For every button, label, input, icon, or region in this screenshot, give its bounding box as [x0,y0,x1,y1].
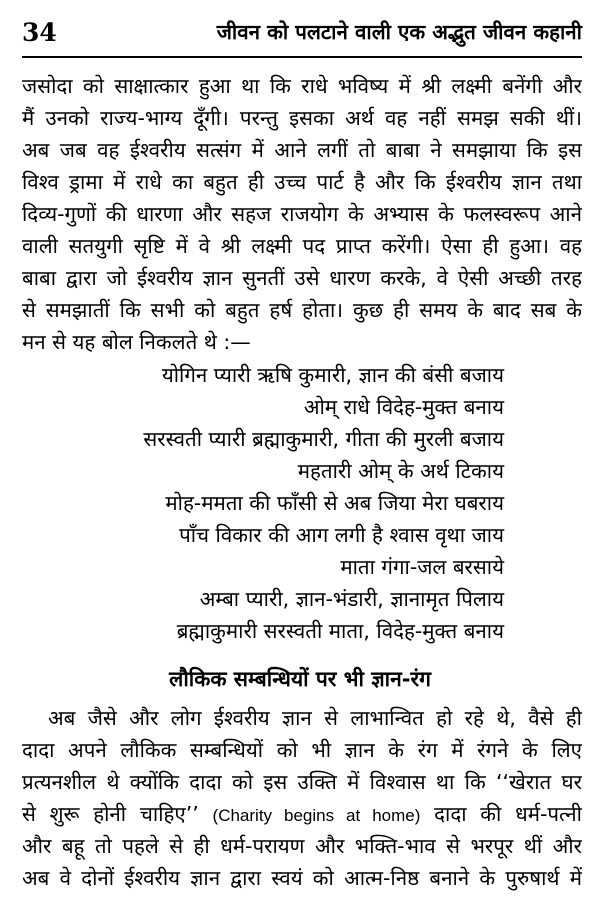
poem-line: अम्बा प्यारी, ज्ञान-भंडारी, ज्ञानामृत पिलाय [199,587,504,611]
text-line: प्रत्यनशील थे क्योंकि दादा को इस उक्ति में विश्वास था कि ‘‘खेरात घर [22,770,582,794]
text-segment: दादा की धर्म-पत्नी [434,802,582,826]
running-title: जीवन को पलटाने वाली एक अद्भुत जीवन कहानी [216,20,582,44]
poem-line: ओम् राधे विदेह-मुक्त बनाय [303,395,504,419]
header-rule [22,56,582,58]
poem-line: महतारी ओम् के अर्थ टिकाय [297,459,504,483]
poem-line: माता गंगा-जल बरसाये [340,555,504,579]
text-line: और बहू तो पहले से ही धर्म-परायण और भक्ति-भाव से भरपूर थीं और [22,834,582,858]
text-line: अब जैसे और लोग ईश्वरीय ज्ञान से लाभान्वित हो रहे थे, वैसे ही [48,706,582,730]
text-line: जसोदा को साक्षात्कार हुआ था कि राधे भविष्य में श्री लक्ष्मी बनेंगी और [22,74,582,98]
poem-block [143,359,504,647]
section-heading: लौकिक सम्बन्धियों पर भी ज्ञान-रंग [169,667,431,691]
paragraph-1 [22,70,582,358]
text-line: मन से यह बोल निकलते थे :— [22,330,251,354]
page-header [22,16,582,56]
text-line: से समझातीं कि सभी को बहुत हर्ष होता। कुछ ही समय के बाद सब के [22,298,582,322]
paragraph-2 [22,702,582,894]
english-phrase: (Charity begins at home) [212,806,421,825]
poem-line: मोह-ममता की फाँसी से अब जिया मेरा घबराय [165,491,504,515]
text-line: बाबा द्वारा जो ईश्वरीय ज्ञान सुनतीं उसे धारण करके, वे ऐसी अच्छी तरह [22,266,582,290]
text-line: अब जब वह ईश्वरीय सत्संग में आने लगीं तो बाबा ने समझाया कि इस [22,138,582,162]
text-line: दादा अपने लौकिक सम्बन्धियों को भी ज्ञान के रंग में रंगने के लिए [22,738,582,762]
text-line: विश्व ड्रामा में राधे का बहुत ही उच्च पार्ट है और कि ईश्वरीय ज्ञान तथा [22,170,582,194]
poem-line: सरस्वती प्यारी ब्रह्माकुमारी, गीता की मुरली बजाय [143,427,504,451]
text-line [22,798,582,830]
text-segment: से शुरू होनी चाहिए’’ [22,802,199,826]
page-number: 34 [22,18,57,47]
text-line: दिव्य-गुणों की धारणा और सहज राजयोग के अभ्यास के फलस्वरूप आने [22,202,582,226]
poem-line: ब्रह्माकुमारी सरस्वती माता, विदेह-मुक्त बनाय [176,619,504,643]
text-line: वाली सतयुगी सृष्टि में वे श्री लक्ष्मी पद प्राप्त करेंगी। ऐसा ही हुआ। वह [22,234,582,258]
text-line: मैं उनको राज्य-भाग्य दूँगी। परन्तु इसका अर्थ वह नहीं समझ सकी थीं। [22,106,582,130]
poem-line: पाँच विकार की आग लगी है श्वास वृथा जाय [179,523,504,547]
poem-line: योगिन प्यारी ऋषि कुमारी, ज्ञान की बंसी बजाय [161,363,504,387]
text-line: अब वे दोनों ईश्वरीय ज्ञान द्वारा स्वयं को आत्म-निष्ठ बनाने के पुरुषार्थ में [22,866,582,890]
